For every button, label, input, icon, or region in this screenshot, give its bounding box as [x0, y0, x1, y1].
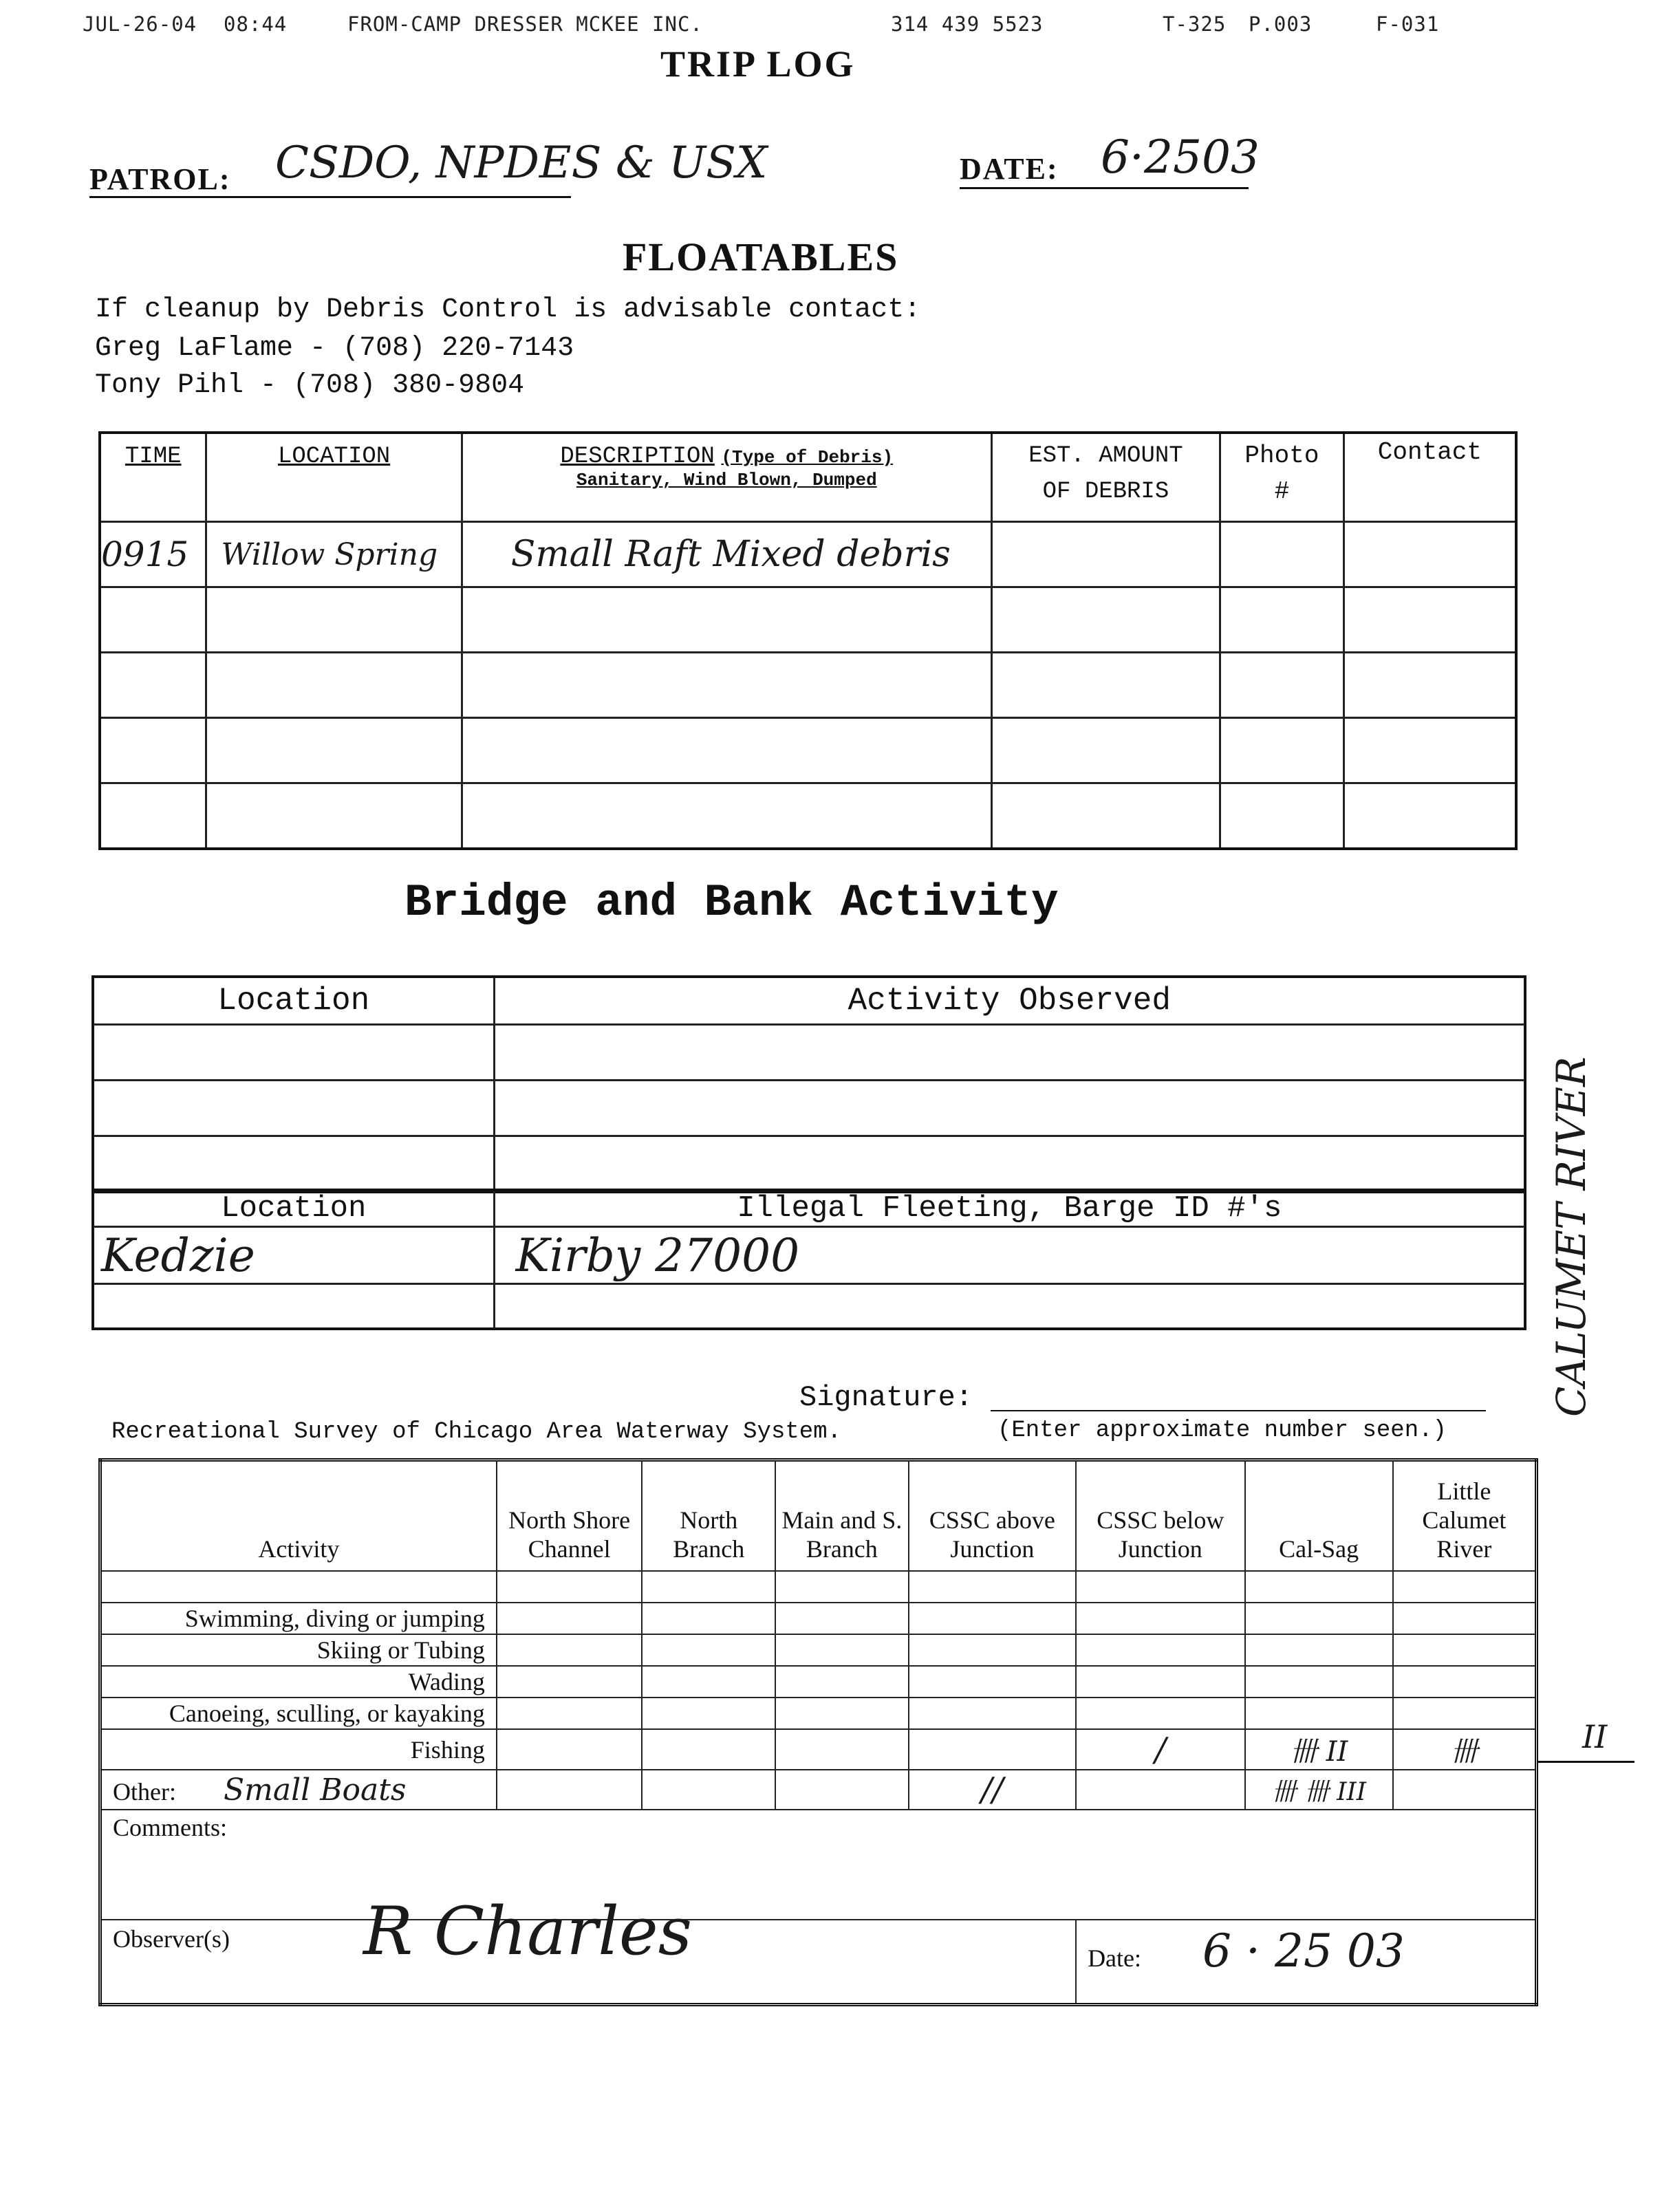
- col-description-sub: Sanitary, Wind Blown, Dumped: [576, 470, 877, 490]
- survey-title: Recreational Survey of Chicago Area Waterway System.: [111, 1419, 841, 1445]
- row-contact: [1343, 783, 1516, 849]
- recreational-survey-table: [98, 1458, 1538, 2006]
- survey-row: [100, 1666, 1537, 1698]
- row-location: [206, 718, 462, 783]
- survey-comments-row: [100, 1810, 1537, 1920]
- survey-cell: [1245, 1698, 1393, 1729]
- survey-row: [100, 1698, 1537, 1729]
- col-photo: [1220, 433, 1344, 522]
- row-time: [100, 653, 206, 718]
- fleeting-col-location: Location: [93, 1190, 494, 1227]
- survey-cell: [497, 1634, 643, 1666]
- row-contact: [1343, 718, 1516, 783]
- floatables-row: [100, 718, 1516, 783]
- survey-note: (Enter approximate number seen.): [997, 1418, 1447, 1444]
- survey-cell: [1076, 1666, 1244, 1698]
- row-photo: [1220, 587, 1344, 653]
- row-location: [206, 783, 462, 849]
- col-est-amount-2: OF DEBRIS: [1042, 479, 1169, 505]
- col-description: [462, 433, 991, 522]
- survey-other-label: Other:: [113, 1777, 176, 1806]
- survey-activity: Skiing or Tubing: [100, 1634, 497, 1666]
- survey-col-north-shore: North Shore Channel: [497, 1460, 643, 1572]
- survey-cell: [642, 1770, 775, 1810]
- floatables-row: [100, 653, 1516, 718]
- fax-phone: 314 439 5523: [891, 12, 1044, 36]
- survey-cell: [1076, 1603, 1244, 1634]
- survey-cell: [775, 1698, 909, 1729]
- contact-intro: If cleanup by Debris Control is advisable contact:: [95, 294, 921, 325]
- observer-label: Observer(s): [113, 1925, 230, 1953]
- survey-cell: //: [909, 1770, 1076, 1810]
- col-photo-1: Photo: [1244, 442, 1319, 470]
- row-description: [462, 783, 991, 849]
- survey-observer: [100, 1893, 1077, 2005]
- page-title: TRIP LOG: [660, 43, 856, 85]
- signature-label: Signature:: [799, 1381, 973, 1414]
- col-location: LOCATION: [206, 433, 462, 522]
- floatables-heading: FLOATABLES: [623, 235, 899, 279]
- survey-col-cal-sag: Cal-Sag: [1245, 1460, 1393, 1572]
- margin-note-calumet: CALUMET RIVER: [1548, 1056, 1595, 1417]
- survey-observer-row: [100, 1920, 1537, 2005]
- survey-col-north-branch: North Branch: [642, 1460, 775, 1572]
- col-description-note: (Type of Debris): [721, 447, 894, 468]
- row-time: [100, 718, 206, 783]
- row-description: [462, 653, 991, 718]
- survey-cell: [775, 1634, 909, 1666]
- survey-cell: [642, 1666, 775, 1698]
- row-time: [100, 783, 206, 849]
- survey-col-main-s-branch: Main and S. Branch: [775, 1460, 909, 1572]
- bridge-heading: Bridge and Bank Activity: [404, 877, 1059, 929]
- patrol-label: PATROL:: [89, 162, 231, 196]
- survey-cell: /: [1076, 1729, 1244, 1770]
- row-location: [206, 653, 462, 718]
- survey-cell: [497, 1729, 643, 1770]
- survey-cell: [1245, 1603, 1393, 1634]
- survey-cell: [1076, 1770, 1244, 1810]
- survey-cell: 卌: [1393, 1729, 1537, 1770]
- row-contact: [1343, 587, 1516, 653]
- survey-header-row: [100, 1460, 1537, 1572]
- survey-cell: [775, 1729, 909, 1770]
- survey-cell: [1393, 1770, 1537, 1810]
- col-contact: Contact: [1343, 433, 1516, 522]
- fleeting-row: [93, 1227, 1525, 1284]
- col-photo-2: #: [1274, 477, 1290, 506]
- fleeting-barge-id: Kirby 27000: [494, 1227, 1525, 1284]
- bridge-row: [93, 1025, 1525, 1081]
- survey-cell: [642, 1603, 775, 1634]
- survey-cell: [909, 1729, 1076, 1770]
- col-time: TIME: [100, 433, 206, 522]
- fleeting-row: [93, 1284, 1525, 1330]
- col-description-title: DESCRIPTION: [560, 444, 715, 470]
- margin-tally: II: [1582, 1718, 1608, 1755]
- survey-activity: Canoeing, sculling, or kayaking: [100, 1698, 497, 1729]
- row-amount: [991, 783, 1220, 849]
- fleeting-location: Kedzie: [93, 1227, 494, 1284]
- bridge-row: [93, 1136, 1525, 1193]
- floatables-row: [100, 783, 1516, 849]
- survey-row: [100, 1634, 1537, 1666]
- floatables-table: [98, 431, 1518, 850]
- survey-other: [100, 1770, 497, 1810]
- fax-transmission: T-325: [1163, 12, 1227, 36]
- row-amount: [991, 522, 1220, 587]
- survey-spacer-row: [100, 1571, 1537, 1603]
- survey-cell: [642, 1634, 775, 1666]
- row-photo: [1220, 653, 1344, 718]
- row-contact: [1343, 522, 1516, 587]
- fleeting-table: [91, 1189, 1526, 1330]
- survey-cell: [1393, 1666, 1537, 1698]
- bridge-col-location: Location: [93, 977, 494, 1025]
- survey-cell: [1393, 1603, 1537, 1634]
- survey-cell: [497, 1666, 643, 1698]
- survey-cell: [909, 1603, 1076, 1634]
- survey-cell: [1245, 1666, 1393, 1698]
- survey-date: [1076, 1920, 1536, 2005]
- bridge-col-activity: Activity Observed: [494, 977, 1525, 1025]
- survey-cell: [1245, 1634, 1393, 1666]
- fleeting-header-row: [93, 1190, 1525, 1227]
- patrol-value: CSDO, NPDES & USX: [275, 138, 768, 188]
- row-amount: [991, 718, 1220, 783]
- date-label: DATE:: [960, 152, 1059, 186]
- survey-other-value: Small Boats: [223, 1772, 407, 1808]
- row-description: [462, 718, 991, 783]
- col-est-amount: [991, 433, 1220, 522]
- observer-signature: R Charles: [363, 1893, 692, 1970]
- survey-cell: [909, 1634, 1076, 1666]
- fax-from: FROM-CAMP DRESSER MCKEE INC.: [347, 12, 703, 36]
- survey-row: [100, 1729, 1537, 1770]
- floatables-row: [100, 587, 1516, 653]
- survey-col-little-calumet: Little Calumet River: [1393, 1460, 1537, 1572]
- survey-cell: [642, 1729, 775, 1770]
- survey-cell: [775, 1770, 909, 1810]
- row-amount: [991, 653, 1220, 718]
- row-contact: [1343, 653, 1516, 718]
- floatables-header-row: [100, 433, 1516, 522]
- survey-cell: [1076, 1698, 1244, 1729]
- survey-row: [100, 1603, 1537, 1634]
- fax-time: 08:44: [224, 12, 288, 36]
- row-location: [206, 587, 462, 653]
- survey-col-cssc-below: CSSC below Junction: [1076, 1460, 1244, 1572]
- date-value: 6·2503: [1101, 131, 1260, 184]
- fleeting-barge-id: [494, 1284, 1525, 1330]
- survey-cell: 卌 II: [1245, 1729, 1393, 1770]
- survey-cell: [497, 1770, 643, 1810]
- contact-laflame: Greg LaFlame - (708) 220-7143: [95, 333, 574, 364]
- col-est-amount-1: EST. AMOUNT: [1028, 443, 1183, 469]
- survey-activity: Swimming, diving or jumping: [100, 1603, 497, 1634]
- survey-cell: [909, 1698, 1076, 1729]
- row-description: Small Raft Mixed debris: [462, 522, 991, 587]
- bridge-header-row: [93, 977, 1525, 1025]
- survey-activity: Wading: [100, 1666, 497, 1698]
- row-amount: [991, 587, 1220, 653]
- survey-cell: [642, 1698, 775, 1729]
- survey-date-label: Date:: [1088, 1944, 1142, 1972]
- survey-comments: Comments:: [100, 1810, 1537, 1920]
- survey-cell: [909, 1666, 1076, 1698]
- row-description: [462, 587, 991, 653]
- row-photo: [1220, 522, 1344, 587]
- survey-cell: [497, 1603, 643, 1634]
- survey-cell: [775, 1603, 909, 1634]
- bridge-activity-table: [91, 975, 1526, 1193]
- row-time: [100, 587, 206, 653]
- fax-page: P.003: [1249, 12, 1313, 36]
- survey-cell: [1076, 1634, 1244, 1666]
- survey-cell: [497, 1698, 643, 1729]
- survey-activity: Fishing: [100, 1729, 497, 1770]
- row-time: 0915: [100, 522, 206, 587]
- row-photo: [1220, 783, 1344, 849]
- survey-col-activity: Activity: [100, 1460, 497, 1572]
- contact-pihl: Tony Pihl - (708) 380-9804: [95, 370, 525, 401]
- survey-cell: [1393, 1634, 1537, 1666]
- row-location: Willow Spring: [206, 522, 462, 587]
- survey-row-other: [100, 1770, 1537, 1810]
- row-photo: [1220, 718, 1344, 783]
- survey-date-value: 6 · 25 03: [1202, 1924, 1405, 1977]
- fax-form-number: F-031: [1376, 12, 1440, 36]
- fax-date: JUL-26-04: [83, 12, 197, 36]
- survey-cell: [1393, 1698, 1537, 1729]
- survey-cell: 卌 卌 III: [1245, 1770, 1393, 1810]
- fleeting-location: [93, 1284, 494, 1330]
- floatables-row: [100, 522, 1516, 587]
- survey-cell: [775, 1666, 909, 1698]
- survey-col-cssc-above: CSSC above Junction: [909, 1460, 1076, 1572]
- fleeting-col-barge: Illegal Fleeting, Barge ID #'s: [494, 1190, 1525, 1227]
- bridge-row: [93, 1081, 1525, 1136]
